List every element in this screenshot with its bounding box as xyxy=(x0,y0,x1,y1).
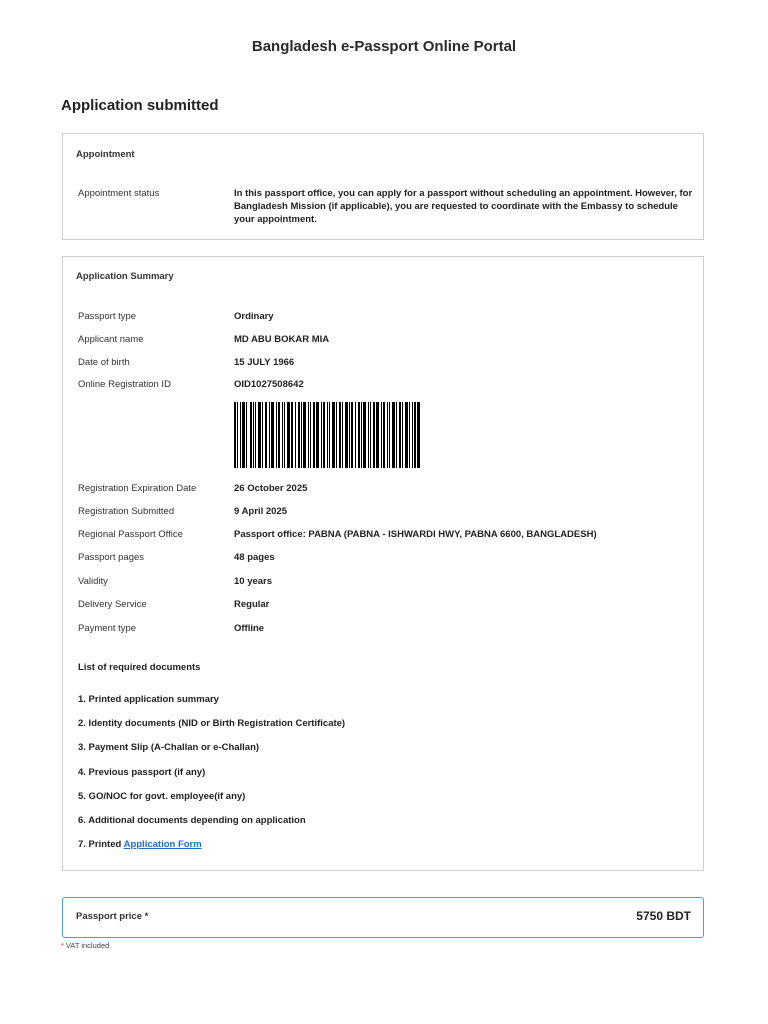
passport-price-value: 5750 BDT xyxy=(636,909,691,923)
delivery-service-value: Regular xyxy=(234,599,270,610)
registration-id-value: OID1027508642 xyxy=(234,379,304,390)
summary-title: Application Summary xyxy=(76,271,174,282)
barcode-icon xyxy=(234,402,420,468)
portal-title: Bangladesh e-Passport Online Portal xyxy=(251,38,517,55)
payment-type-label: Payment type xyxy=(78,623,137,634)
document-item-application-form xyxy=(78,839,202,850)
delivery-service-label: Delivery Service xyxy=(78,599,147,610)
applicant-name-label: Applicant name xyxy=(78,334,144,345)
passport-office-value: Passport office: PABNA (PABNA - ISHWARDI HWY, PABNA 6600, BANGLADESH) xyxy=(234,529,597,540)
passport-pages-value: 48 pages xyxy=(234,552,275,563)
validity-label: Validity xyxy=(78,576,108,587)
appointment-status-text: In this passport office, you can apply for a passport without scheduling an appointment. However, for Bangladesh Mission (if applicable), you are requested to coordinate with the Embassy to schedule your appointment. xyxy=(234,188,693,225)
vat-note xyxy=(61,941,109,950)
applicant-name-value: MD ABU BOKAR MIA xyxy=(234,334,330,345)
expiration-date-value: 26 October 2025 xyxy=(234,483,308,494)
registration-submitted-label: Registration Submitted xyxy=(78,506,175,517)
document-item: 6. Additional documents depending on application xyxy=(78,815,306,826)
passport-type-value: Ordinary xyxy=(234,311,274,322)
document-item: 3. Payment Slip (A-Challan or e-Challan) xyxy=(78,742,260,753)
document-item: 5. GO/NOC for govt. employee(if any) xyxy=(78,791,246,802)
expiration-date-label: Registration Expiration Date xyxy=(78,483,197,494)
application-summary-card xyxy=(62,256,704,871)
document-item: 1. Printed application summary xyxy=(78,694,219,705)
passport-office-label: Regional Passport Office xyxy=(78,529,183,540)
document-item: 4. Previous passport (if any) xyxy=(78,767,206,778)
passport-price-label: Passport price * xyxy=(76,911,149,922)
registration-id-label: Online Registration ID xyxy=(78,379,171,390)
vat-note-text: VAT included xyxy=(65,941,110,950)
documents-title: List of required documents xyxy=(78,662,201,673)
application-form-link[interactable]: Application Form xyxy=(123,839,202,850)
appointment-status-label: Appointment status xyxy=(78,188,160,199)
appointment-card xyxy=(62,133,704,240)
document-item: 2. Identity documents (NID or Birth Registration Certificate) xyxy=(78,718,346,729)
document-item-prefix: 7. Printed xyxy=(78,839,122,850)
appointment-title: Appointment xyxy=(76,149,135,160)
registration-submitted-value: 9 April 2025 xyxy=(234,506,287,517)
date-of-birth-value: 15 JULY 1966 xyxy=(234,357,295,368)
passport-type-label: Passport type xyxy=(78,311,137,322)
date-of-birth-label: Date of birth xyxy=(78,357,130,368)
passport-pages-label: Passport pages xyxy=(78,552,145,563)
page-heading: Application submitted xyxy=(61,97,219,114)
required-star: * xyxy=(61,941,64,950)
validity-value: 10 years xyxy=(234,576,273,587)
payment-type-value: Offline xyxy=(234,623,265,634)
passport-price-card xyxy=(62,897,704,938)
